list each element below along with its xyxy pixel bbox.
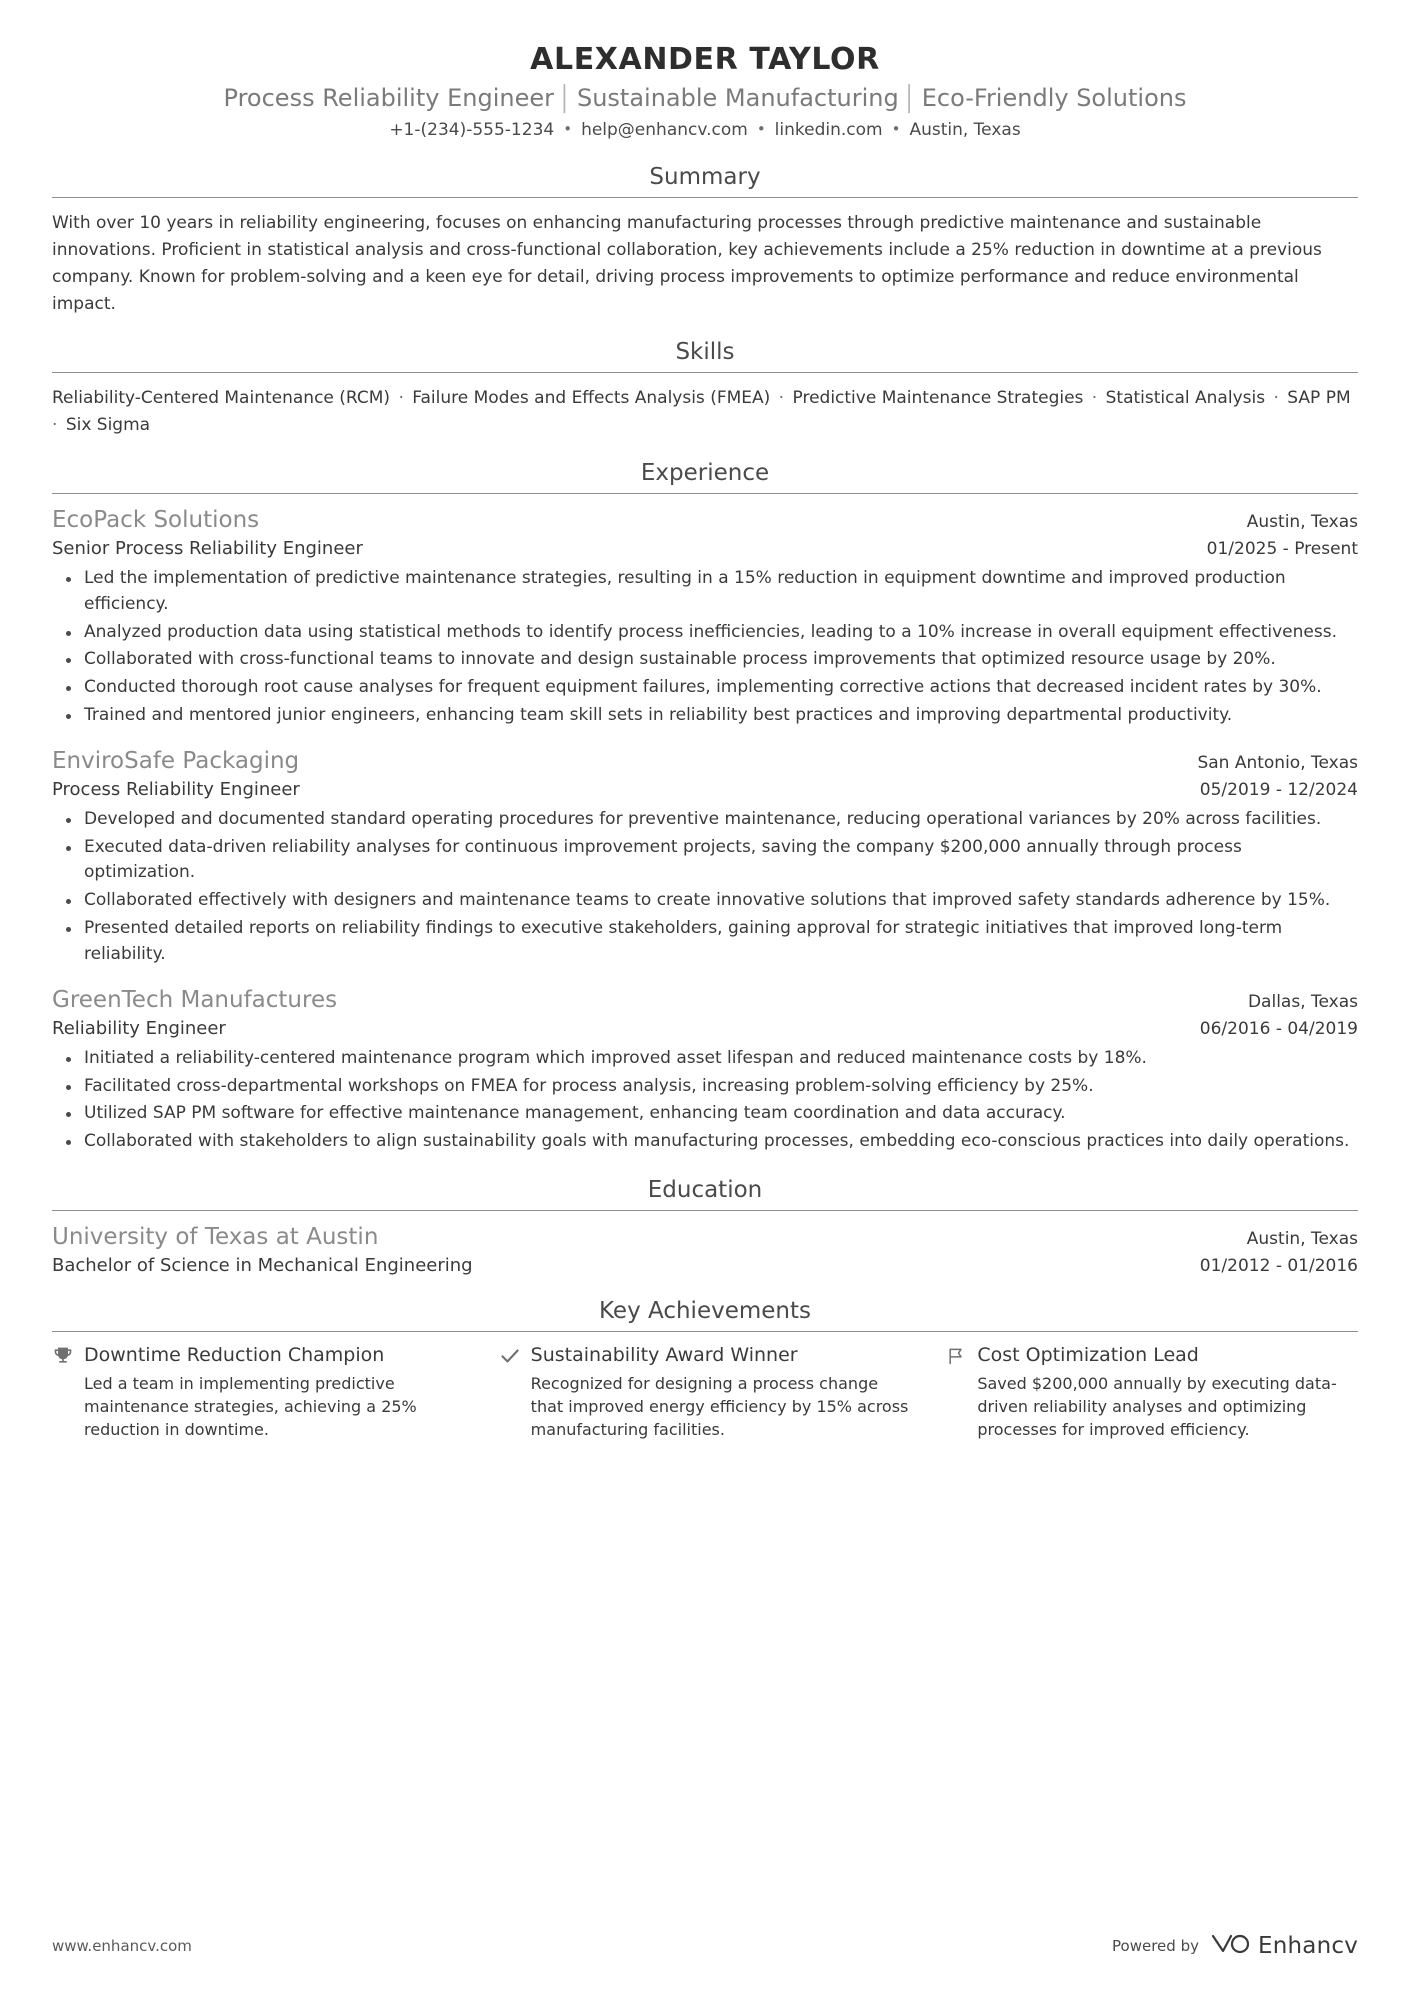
employer-location: Austin, Texas: [1246, 512, 1358, 533]
achievement-title: Cost Optimization Lead: [977, 1343, 1199, 1366]
summary-text: With over 10 years in reliability engineering, focuses on enhancing manufacturing processes through predictive maintenance and sustainable innovations. Proficient in statistical analysis and cross-functional collaboration, key achievements include a 25% reduction in downtime at a previous company. Known for problem-solving and a keen eye for detail, driving process improvements to optimize performance and reduce environmental impact.: [52, 212, 1322, 314]
section-experience: [52, 460, 1358, 1155]
experience-entry-header: [52, 986, 1358, 1016]
skill-separator: ·: [773, 388, 790, 409]
employer-location: Dallas, Texas: [1247, 991, 1358, 1012]
school-name: University of Texas at Austin: [52, 1223, 379, 1250]
responsibility-list: [52, 1046, 1358, 1155]
section-achievements: [52, 1298, 1358, 1442]
skills-list: [52, 385, 1358, 438]
responsibility-item: Initiated a reliability-centered maintenance program which improved asset lifespan and reduced maintenance costs by 18%.: [82, 1046, 1358, 1072]
achievement-description: Led a team in implementing predictive maintenance strategies, achieving a 25% reduction in downtime.: [84, 1373, 417, 1440]
experience-role-row: [52, 1018, 1358, 1039]
section-education: [52, 1177, 1358, 1276]
contact-phone: +1-(234)-555-1234: [389, 120, 555, 140]
employer-name: GreenTech Manufactures: [52, 986, 338, 1013]
skill-separator: ·: [52, 414, 63, 435]
responsibility-item: Collaborated with stakeholders to align sustainability goals with manufacturing processes, embedding eco-conscious practices into daily operations.: [82, 1129, 1358, 1155]
achievement-item: [499, 1344, 912, 1442]
brand-name: Enhancv: [1257, 1933, 1358, 1959]
experience-entries: [52, 506, 1358, 1155]
powered-by-label: Powered by: [1112, 1937, 1199, 1955]
job-dates: 06/2016 - 04/2019: [1199, 1018, 1358, 1039]
responsibility-list: [52, 807, 1358, 968]
skill-separator: ·: [393, 388, 410, 409]
experience-role-row: [52, 538, 1358, 559]
resume-header: [52, 40, 1358, 142]
experience-entry: [52, 506, 1358, 729]
section-divider: [52, 197, 1358, 198]
degree-dates: 01/2012 - 01/2016: [1199, 1255, 1358, 1276]
achievement-item: [945, 1344, 1358, 1442]
footer-website[interactable]: www.enhancv.com: [52, 1937, 192, 1955]
achievement-header: [52, 1344, 465, 1368]
section-title-education: Education: [647, 1176, 763, 1203]
responsibility-item: Led the implementation of predictive maintenance strategies, resulting in a 15% reduction in equipment downtime and improved production efficiency.: [82, 566, 1358, 618]
brand-logo: [1210, 1931, 1358, 1961]
responsibility-item: Utilized SAP PM software for effective maintenance management, enhancing team coordination and data accuracy.: [82, 1101, 1358, 1127]
achievement-title: Sustainability Award Winner: [530, 1343, 798, 1366]
responsibility-item: Collaborated effectively with designers and maintenance teams to create innovative solutions that improved safety standards adherence by 15%.: [82, 888, 1358, 914]
trophy-icon: [52, 1344, 74, 1368]
contact-dot-2: •: [756, 120, 766, 138]
experience-entry: [52, 747, 1358, 968]
skill-separator: ·: [1086, 388, 1103, 409]
job-title: Process Reliability Engineer: [52, 778, 300, 800]
experience-entry-header: [52, 506, 1358, 536]
contact-email[interactable]: help@enhancv.com: [581, 120, 748, 140]
degree-name: Bachelor of Science in Mechanical Engineering: [52, 1254, 473, 1276]
employer-location: San Antonio, Texas: [1197, 752, 1358, 773]
flag-icon: [945, 1344, 967, 1368]
section-skills: [52, 339, 1358, 438]
enhancv-mark-icon: [1210, 1931, 1250, 1961]
education-degree-row: [52, 1255, 1358, 1276]
section-divider: [52, 372, 1358, 373]
section-divider: [52, 1331, 1358, 1332]
section-title-achievements: Key Achievements: [599, 1297, 811, 1324]
section-divider: [52, 1210, 1358, 1211]
footer-brand-area: [1112, 1931, 1358, 1961]
headline-part-1: Process Reliability Engineer: [223, 84, 554, 112]
skill-item: Statistical Analysis: [1105, 388, 1266, 409]
job-dates: 01/2025 - Present: [1206, 538, 1358, 559]
contact-dot-1: •: [563, 120, 573, 138]
candidate-headline: [52, 83, 1358, 113]
headline-separator-1: │: [557, 84, 573, 112]
job-dates: 05/2019 - 12/2024: [1199, 779, 1358, 800]
education-entry-header: [52, 1223, 1358, 1253]
achievement-description: Recognized for designing a process change that improved energy efficiency by 15% across manufacturing facilities.: [530, 1373, 909, 1440]
responsibility-item: Executed data-driven reliability analyses for continuous improvement projects, saving the company $200,000 annually through process optimization.: [82, 835, 1358, 887]
contact-line: [52, 119, 1358, 142]
contact-location: Austin, Texas: [909, 120, 1021, 140]
achievement-description: Saved $200,000 annually by executing data-driven reliability analyses and optimizing processes for improved efficiency.: [977, 1373, 1337, 1440]
education-entry: [52, 1223, 1358, 1276]
page-footer: [52, 1931, 1358, 1961]
section-title-skills: Skills: [675, 339, 735, 366]
achievement-title: Downtime Reduction Champion: [84, 1343, 385, 1366]
contact-website[interactable]: linkedin.com: [774, 120, 883, 140]
responsibility-item: Presented detailed reports on reliability findings to executive stakeholders, gaining approval for strategic initiatives that improved long-term reliability.: [82, 916, 1358, 968]
responsibility-item: Trained and mentored junior engineers, enhancing team skill sets in reliability best practices and improving departmental productivity.: [82, 703, 1358, 729]
education-entries: [52, 1223, 1358, 1276]
responsibility-item: Conducted thorough root cause analyses for frequent equipment failures, implementing corrective actions that decreased incident rates by 30%.: [82, 675, 1358, 701]
skill-item: SAP PM: [1287, 388, 1351, 409]
job-title: Reliability Engineer: [52, 1017, 226, 1039]
experience-entry: [52, 986, 1358, 1155]
employer-name: EcoPack Solutions: [52, 507, 260, 534]
school-location: Austin, Texas: [1246, 1228, 1358, 1249]
candidate-name: ALEXANDER TAYLOR: [530, 42, 880, 77]
job-title: Senior Process Reliability Engineer: [52, 537, 363, 559]
experience-role-row: [52, 779, 1358, 800]
employer-name: EnviroSafe Packaging: [52, 747, 300, 774]
responsibility-item: Analyzed production data using statistical methods to identify process inefficiencies, leading to a 10% increase in overall equipment effectiveness.: [82, 620, 1358, 646]
responsibility-item: Developed and documented standard operating procedures for preventive maintenance, reducing operational variances by 20% across facilities.: [82, 807, 1358, 833]
responsibility-item: Collaborated with cross-functional teams to innovate and design sustainable process improvements that optimized resource usage by 20%.: [82, 647, 1358, 673]
skill-item: Failure Modes and Effects Analysis (FMEA): [412, 388, 771, 409]
skill-separator: ·: [1268, 388, 1285, 409]
contact-dot-3: •: [891, 120, 901, 138]
headline-part-2: Sustainable Manufacturing: [576, 84, 899, 112]
section-title-summary: Summary: [649, 163, 761, 190]
skill-item: Six Sigma: [65, 414, 151, 435]
achievement-item: [52, 1344, 465, 1442]
responsibility-item: Facilitated cross-departmental workshops on FMEA for process analysis, increasing problem-solving efficiency by 25%.: [82, 1074, 1358, 1100]
headline-part-3: Eco-Friendly Solutions: [921, 84, 1187, 112]
achievement-header: [945, 1344, 1358, 1368]
headline-separator-2: │: [902, 84, 918, 112]
check-icon: [499, 1344, 521, 1368]
skill-item: Predictive Maintenance Strategies: [792, 388, 1084, 409]
skill-item: Reliability-Centered Maintenance (RCM): [52, 388, 391, 409]
achievement-header: [499, 1344, 912, 1368]
section-divider: [52, 493, 1358, 494]
responsibility-list: [52, 566, 1358, 729]
section-title-experience: Experience: [640, 460, 770, 487]
experience-entry-header: [52, 747, 1358, 777]
section-summary: [52, 164, 1358, 317]
achievement-grid: [52, 1344, 1358, 1442]
